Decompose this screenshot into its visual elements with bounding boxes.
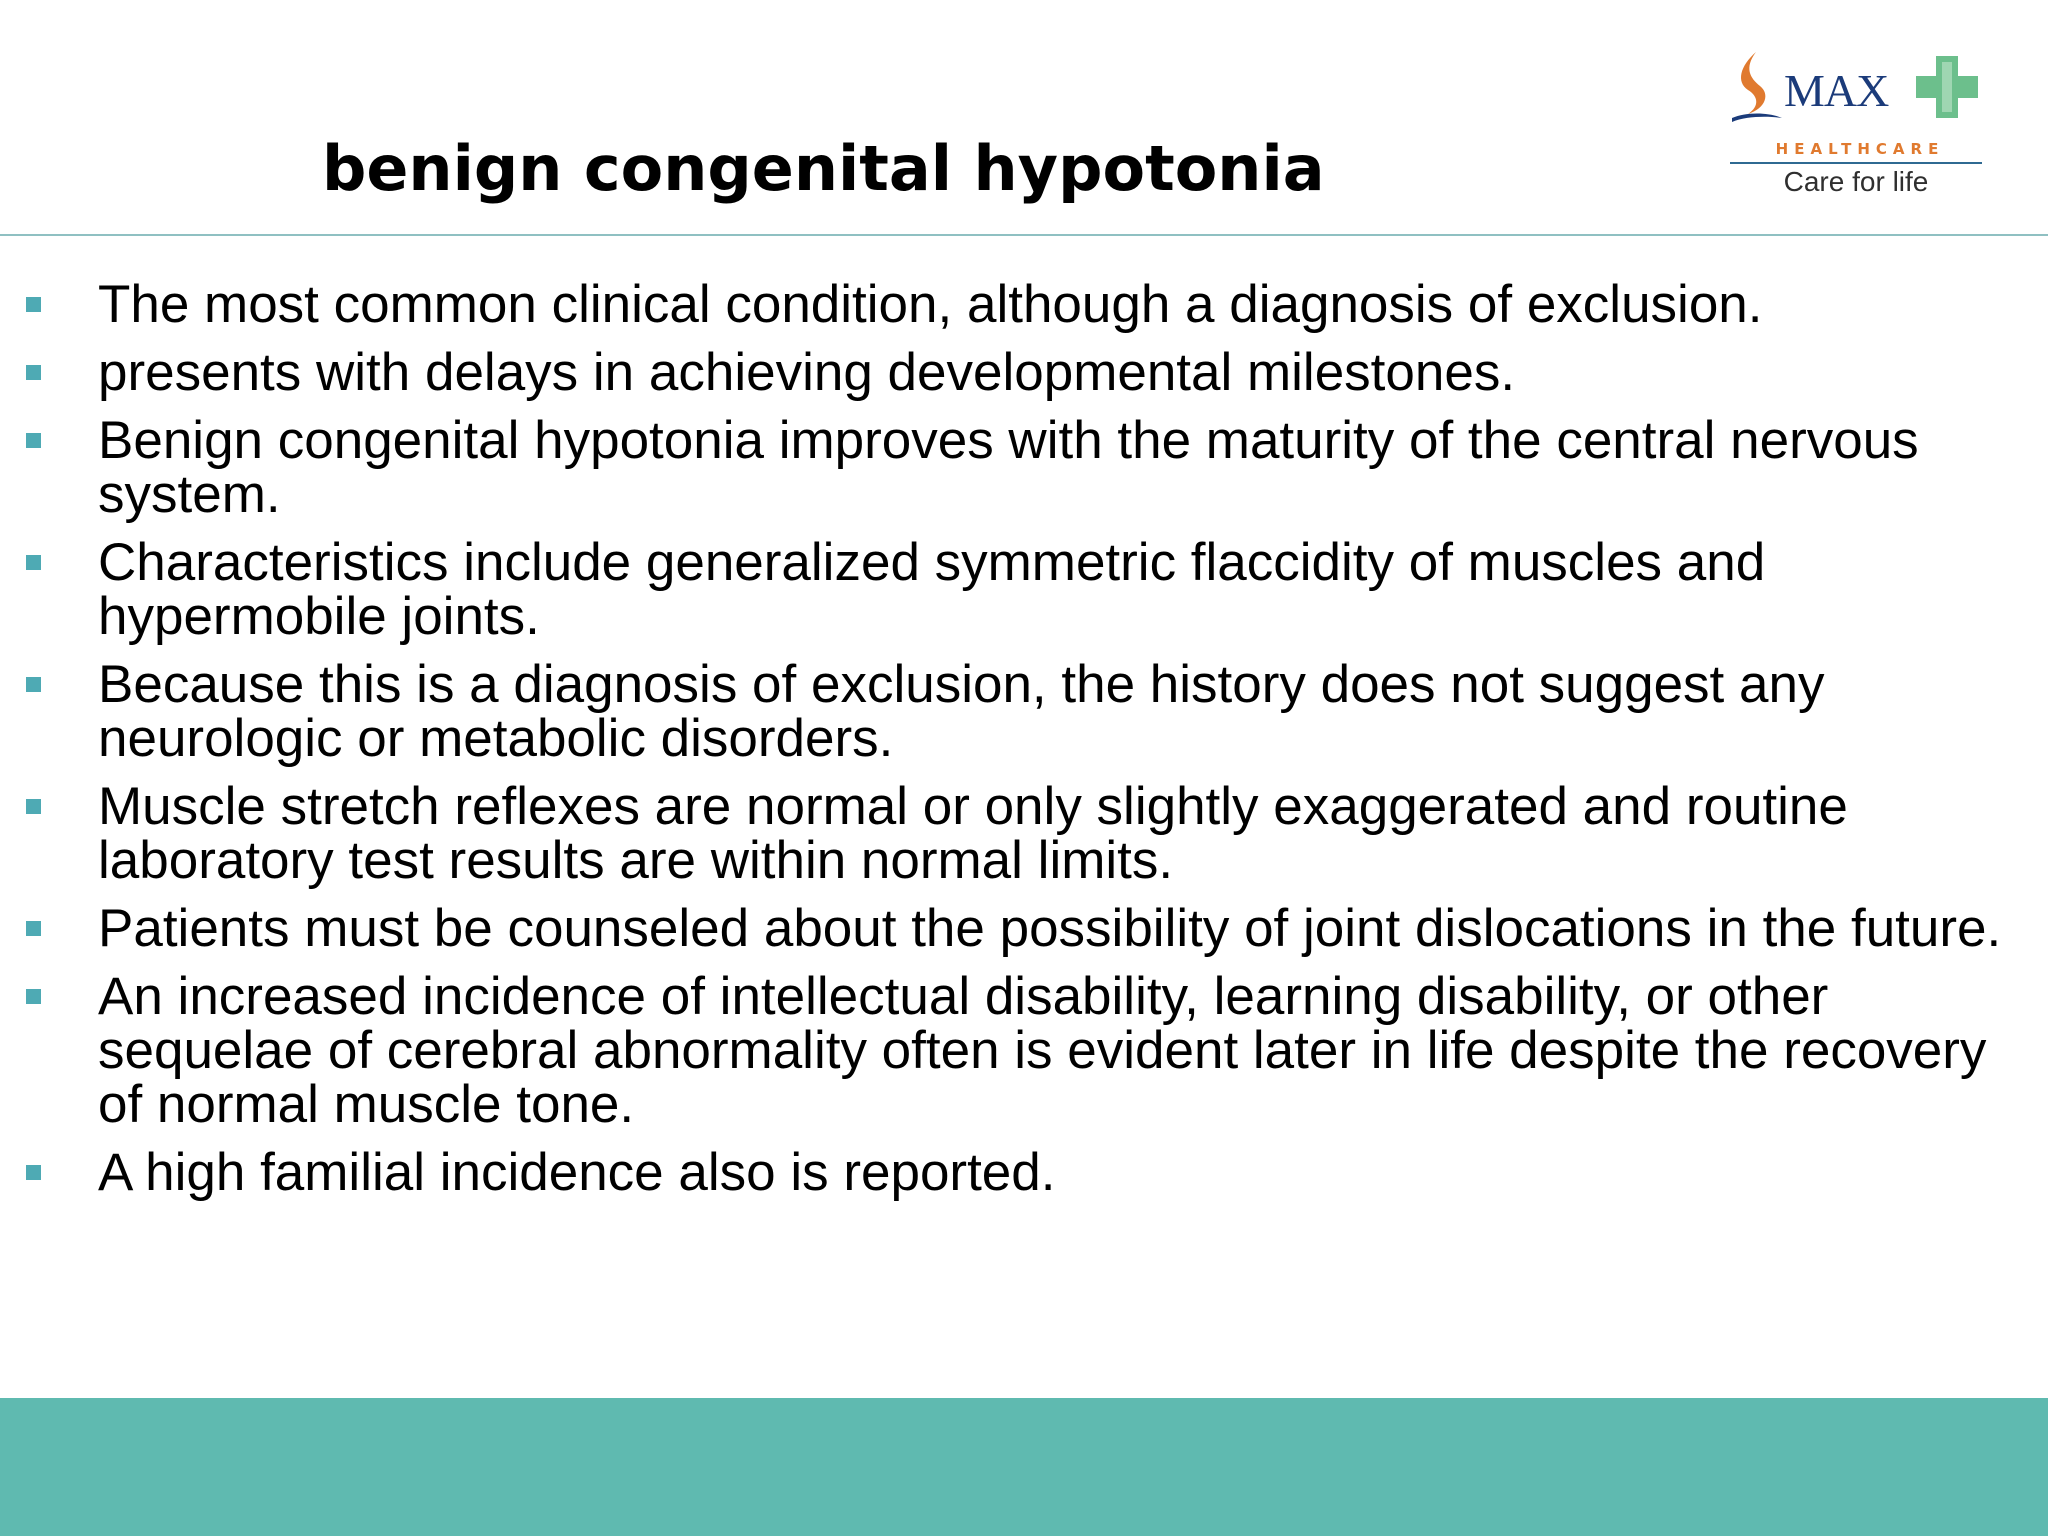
bullet-item (0, 411, 2010, 524)
bullet-item (0, 777, 2010, 890)
bullet-item (0, 533, 2010, 646)
bullet-text: Patients must be counseled about the possibility of joint dislocations in the future. (98, 899, 2002, 958)
bullet-text: Muscle stretch reflexes are normal or only slightly exaggerated and routine laboratory test results are within normal limits. (98, 777, 1848, 890)
bullet-text: A high familial incidence also is reported. (98, 1143, 1056, 1202)
logo-wordmark: MAX (1784, 65, 1889, 116)
logo-subtitle: HEALTHCARE (1775, 140, 1945, 158)
bullet-item (0, 343, 2010, 402)
medical-cross-icon (1912, 52, 1982, 122)
bullet-text: presents with delays in achieving developmental milestones. (98, 343, 1516, 402)
slide-title: benign congenital hypotonia (322, 132, 1325, 205)
square-bullet-icon (26, 989, 41, 1004)
bullet-text: The most common clinical condition, although a diagnosis of exclusion. (98, 275, 1763, 334)
square-bullet-icon (26, 799, 41, 814)
bullet-list (0, 275, 2010, 1214)
bullet-item (0, 967, 2010, 1134)
footer-band (0, 1398, 2048, 1536)
max-healthcare-logo (1726, 44, 1986, 204)
square-bullet-icon (26, 555, 41, 570)
square-bullet-icon (26, 1165, 41, 1180)
bullet-item (0, 1143, 2010, 1202)
logo-tagline: Care for life (1783, 166, 1929, 197)
title-divider (0, 234, 2048, 236)
logo-divider (1730, 162, 1982, 164)
bullet-text: Characteristics include generalized symmetric flaccidity of muscles and hypermobile joints. (98, 533, 1766, 646)
square-bullet-icon (26, 433, 41, 448)
bullet-text: An increased incidence of intellectual disability, learning disability, or other sequelae of cerebral abnormality often is evident later in life despite the recovery of normal muscle tone. (98, 967, 1987, 1134)
bullet-text: Benign congenital hypotonia improves with the maturity of the central nervous system. (98, 411, 1919, 524)
square-bullet-icon (26, 297, 41, 312)
flame-icon (1726, 48, 1786, 128)
bullet-item (0, 655, 2010, 768)
square-bullet-icon (26, 365, 41, 380)
square-bullet-icon (26, 677, 41, 692)
bullet-item (0, 899, 2010, 958)
square-bullet-icon (26, 921, 41, 936)
bullet-text: Because this is a diagnosis of exclusion, the history does not suggest any neurologic or metabolic disorders. (98, 655, 1825, 768)
bullet-item (0, 275, 2010, 334)
